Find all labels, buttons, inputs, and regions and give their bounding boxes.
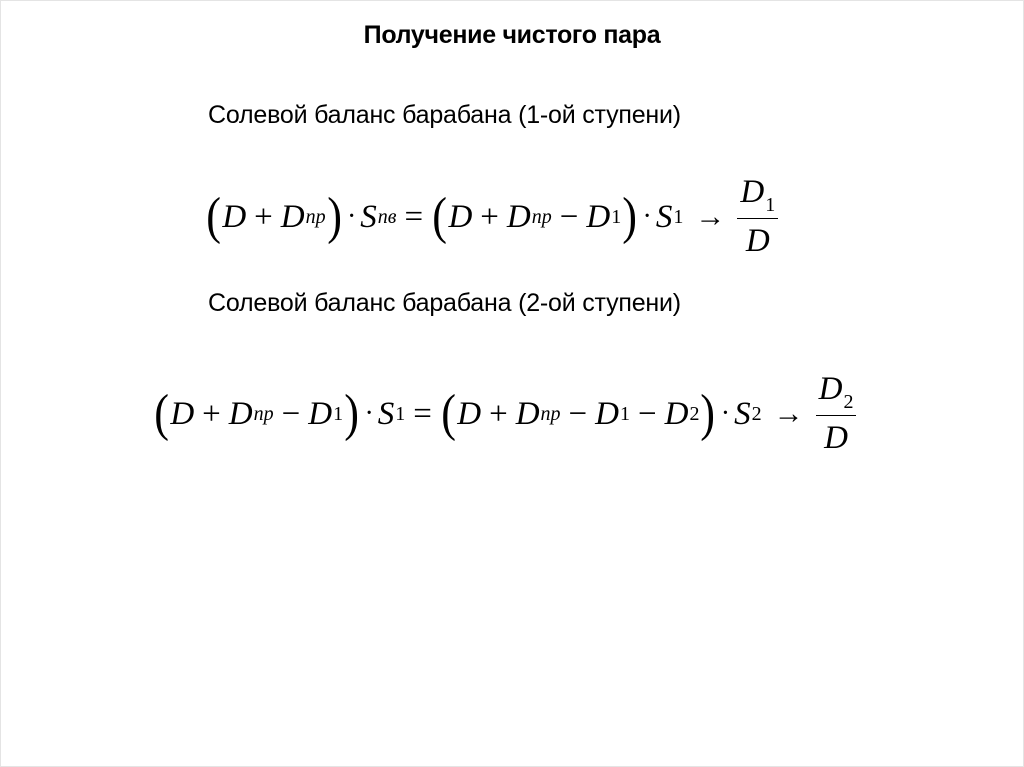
fraction-denominator: D bbox=[824, 420, 848, 456]
slide-title: Получение чистого пара bbox=[363, 21, 661, 49]
var-Dpr: D bbox=[280, 198, 305, 235]
numerator-subscript: 1 bbox=[765, 194, 776, 216]
plus-sign: + bbox=[202, 395, 221, 432]
var-D: D bbox=[170, 395, 195, 432]
plus-sign: + bbox=[480, 198, 499, 235]
arrow-icon: → bbox=[773, 397, 804, 430]
subscript-pr: пр bbox=[531, 206, 552, 228]
subscript-1: 1 bbox=[333, 403, 344, 425]
subscript-pv: пв bbox=[377, 206, 397, 228]
subscript-1: 1 bbox=[611, 206, 622, 228]
fraction-numerator bbox=[737, 176, 778, 219]
stage2-equation bbox=[153, 371, 856, 456]
numerator-var: D bbox=[818, 371, 843, 407]
numerator-subscript: 2 bbox=[843, 391, 854, 413]
subscript-1: 1 bbox=[673, 206, 684, 228]
left-paren: ( bbox=[154, 385, 170, 442]
fraction-D1-over-D bbox=[737, 176, 778, 258]
subscript-2: 2 bbox=[751, 403, 762, 425]
equals-sign: = bbox=[404, 198, 424, 235]
left-paren: ( bbox=[441, 385, 456, 442]
left-paren: ( bbox=[432, 188, 448, 245]
right-paren: ) bbox=[326, 188, 342, 245]
numerator-var: D bbox=[740, 174, 765, 210]
stage1-heading: Солевой баланс барабана (1-ой ступени) bbox=[208, 101, 681, 129]
plus-sign: + bbox=[489, 395, 508, 432]
var-S: S bbox=[360, 198, 377, 235]
dot-operator: · bbox=[642, 201, 652, 232]
var-Dpr: D bbox=[506, 198, 531, 235]
left-paren: ( bbox=[206, 188, 222, 245]
var-Dpr: D bbox=[515, 395, 540, 432]
subscript-1: 1 bbox=[395, 403, 406, 425]
right-paren: ) bbox=[344, 385, 360, 442]
dot-operator: · bbox=[346, 201, 357, 232]
right-paren: ) bbox=[700, 385, 716, 442]
subscript-pr: пр bbox=[305, 206, 326, 228]
subscript-2: 2 bbox=[689, 403, 700, 425]
dot-operator: · bbox=[720, 398, 731, 429]
var-D1: D bbox=[308, 395, 333, 432]
equals-sign: = bbox=[413, 395, 432, 432]
var-D: D bbox=[457, 395, 482, 432]
var-D: D bbox=[222, 198, 247, 235]
minus-sign: − bbox=[568, 395, 588, 432]
var-S2: S bbox=[734, 395, 751, 432]
minus-sign: − bbox=[559, 198, 579, 235]
fraction-denominator: D bbox=[745, 223, 770, 259]
dot-operator: · bbox=[364, 398, 374, 429]
minus-sign: − bbox=[281, 395, 301, 432]
plus-sign: + bbox=[254, 198, 273, 235]
fraction-numerator bbox=[816, 373, 857, 416]
var-D: D bbox=[448, 198, 473, 235]
var-D1: D bbox=[586, 198, 611, 235]
var-S1: S bbox=[655, 198, 673, 235]
subscript-pr: пр bbox=[540, 403, 561, 425]
subscript-1: 1 bbox=[620, 403, 630, 425]
arrow-icon: → bbox=[695, 200, 726, 233]
fraction-D2-over-D bbox=[816, 373, 857, 455]
stage2-heading: Солевой баланс барабана (2-ой ступени) bbox=[208, 289, 681, 317]
subscript-pr: пр bbox=[253, 403, 274, 425]
var-S1: S bbox=[377, 395, 395, 432]
right-paren: ) bbox=[622, 188, 638, 245]
minus-sign: − bbox=[638, 395, 657, 432]
stage1-equation bbox=[205, 176, 778, 258]
var-Dpr: D bbox=[228, 395, 253, 432]
var-D1: D bbox=[595, 395, 619, 432]
var-D2: D bbox=[664, 395, 689, 432]
